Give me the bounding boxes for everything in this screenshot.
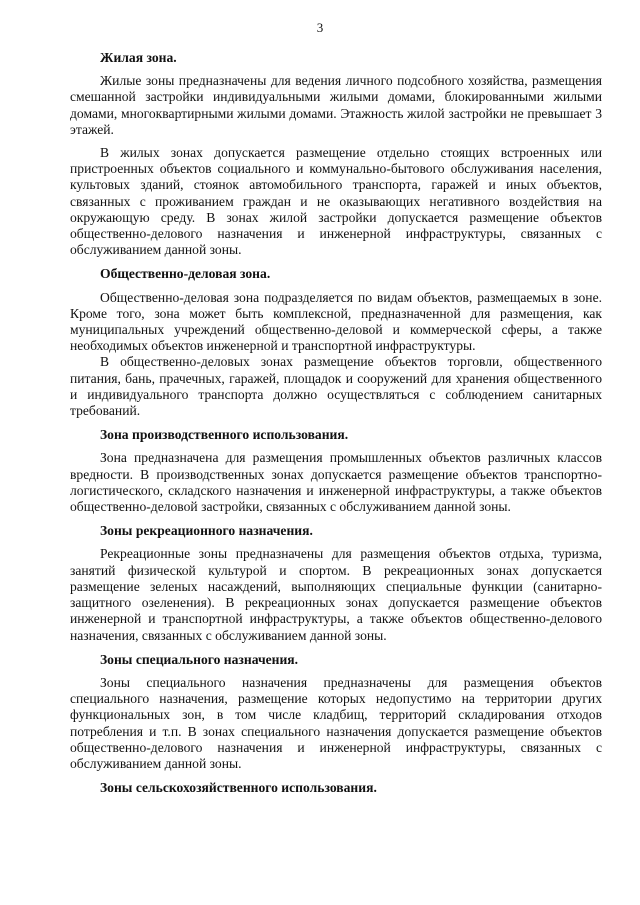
section-heading: Общественно-деловая зона. [100,266,271,282]
section-industrial-zone [70,427,602,515]
section-special-purpose-zone [70,652,602,772]
paragraph: Зоны специального назначения предназначены для размещения объектов специального назначения, размещение которых недопустимо на территории других функциональных зон, в том числе кладбищ, территорий складирования отходов потребления и т.п. В зонах специального назначения допускается размещение объектов общественно-делового назначения и инженерной инфраструктуры, связанных с обслуживанием данной зоны. [70,674,602,771]
paragraph: Общественно-деловая зона подразделяется по видам объектов, размещаемых в зоне. Кроме того, зона может быть комплексной, предназначенной для размещения, как муниципальных учреждений общественно-деловой и коммерческой сферы, а также необходимых объектов инженерной и транспортной инфраструктуры. [70,289,602,354]
section-heading: Жилая зона. [100,50,177,65]
section-heading: Зоны сельскохозяйственного использования. [100,780,377,796]
paragraph: В общественно-деловых зонах размещение объектов торговли, общественного питания, бань, прачечных, гаражей, площадок и сооружений для хранения общественного и индивидуального транспорта должно осуществляться с соблюдением санитарных требований. [70,354,602,419]
section-heading: Зона производственного использования. [100,427,349,443]
section-heading: Зоны специального назначения. [100,651,299,667]
paragraph: Жилые зоны предназначены для ведения личного подсобного хозяйства, размещения смешанной застройки индивидуальными жилыми домами, блокированными жилыми домами, многоквартирными жилыми домами. Этажность жилой застройки не превышает 3 этажей. [70,73,602,137]
paragraph: Рекреационные зоны предназначены для размещения объектов отдыха, туризма, занятий физической культурой и спортом. В рекреационных зонах допускается размещение зеленых насаждений, выполняющих специальные функции (санитарно-защитного озеленения). В рекреационных зонах допускается размещение объектов инженерной и транспортной инфраструктуры, а также объектов общественно-делового назначения, связанных с обслуживанием данной зоны. [70,546,602,643]
section-heading: Зоны рекреационного назначения. [100,523,313,539]
page-number: 3 [316,20,324,35]
section-public-business-zone [70,266,602,419]
document-body [70,50,602,804]
paragraph: В жилых зонах допускается размещение отдельно стоящих встроенных или пристроенных объектов социального и коммунально-бытового обслуживания населения, культовых зданий, стоянок автомобильного транспорта, гаражей и иных объектов, связанных с проживанием граждан и не оказывающих негативного воздействия на окружающую среду. В зонах жилой застройки допускается размещение объектов общественно-делового назначения и инженерной инфраструктуры, связанных с обслуживанием данной зоны. [70,145,602,258]
paragraph: Зона предназначена для размещения промышленных объектов различных классов вредности. В производственных зонах допускается размещение объектов транспортно-логистического, складского назначения и инженерной инфраструктуры, а также объектов общественно-деловой застройки, связанных с обслуживанием данной зоны. [70,450,602,515]
section-recreational-zone [70,523,602,643]
section-residential-zone [70,50,602,258]
section-agricultural-zone [70,780,602,796]
